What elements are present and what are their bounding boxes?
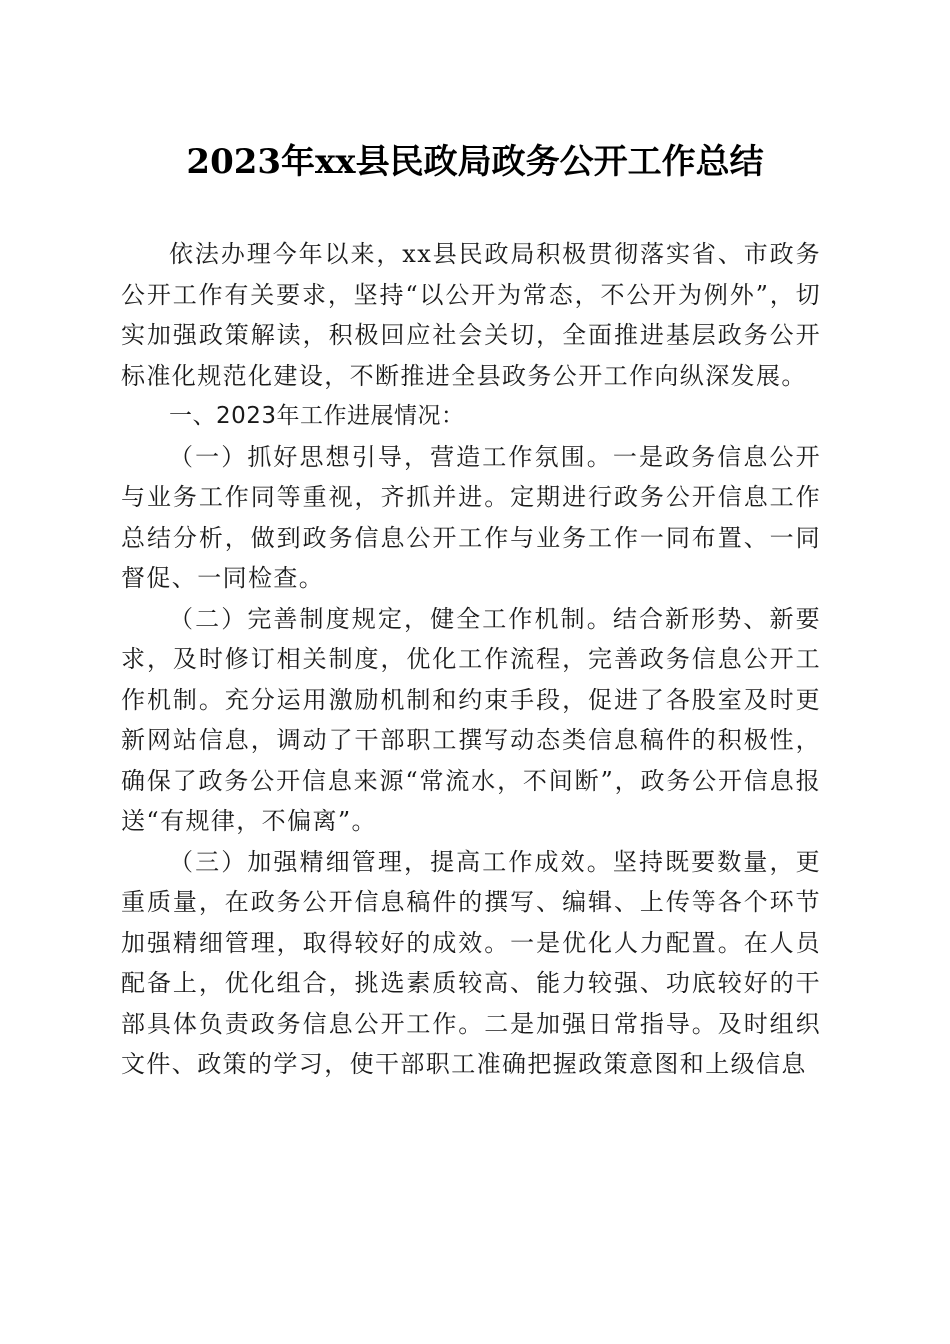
intro-paragraph: 依法办理今年以来，xx县民政局积极贯彻落实省、市政务公开工作有关要求，坚持“以公开为常态，不公开为例外”，切实加强政策解读，积极回应社会关切，全面推进基层政务公开标准化规范化建设，不断推进全县政务公开工作向纵深发展。 <box>121 240 821 390</box>
item-lead-2: （二）完善制度规定，健全工作机制。 <box>169 604 613 633</box>
item-paragraph-2 <box>121 599 821 842</box>
item-text-2: 结合新形势、新要求，及时修订相关制度，优化工作流程，完善政务信息公开工作机制。充分运用激励机制和约束手段，促进了各股室及时更新网站信息，调动了干部职工撰写动态类信息稿件的积极性，确保了政务公开信息来源“常流水，不间断”，政务公开信息报送“有规律，不偏离”。 <box>121 604 821 835</box>
item-paragraph-3 <box>121 842 821 1085</box>
item-text-3: 坚持既要数量，更重质量，在政务公开信息稿件的撰写、编辑、上传等各个环节加强精细管理，取得较好的成效。一是优化人力配置。在人员配备上，优化组合，挑选素质较高、能力较强、功底较好的干部具体负责政务信息公开工作。二是加强日常指导。及时组织文件、政策的学习，使干部职工准确把握政策意图和上级信息 <box>121 847 821 1078</box>
item-lead-3: （三）加强精细管理，提高工作成效。 <box>169 847 613 876</box>
item-lead-1: （一）抓好思想引导，营造工作氛围。 <box>169 442 613 471</box>
item-paragraph-1 <box>121 437 821 599</box>
document-body <box>121 234 821 1085</box>
item-text-1: 一是政务信息公开与业务工作同等重视，齐抓并进。定期进行政务公开信息工作总结分析，做到政务信息公开工作与业务工作一同布置、一同督促、一同检查。 <box>121 442 821 592</box>
document-title: 2023年xx县民政局政务公开工作总结 <box>186 142 764 182</box>
section-heading: 一、2023年工作进展情况： <box>169 403 465 429</box>
